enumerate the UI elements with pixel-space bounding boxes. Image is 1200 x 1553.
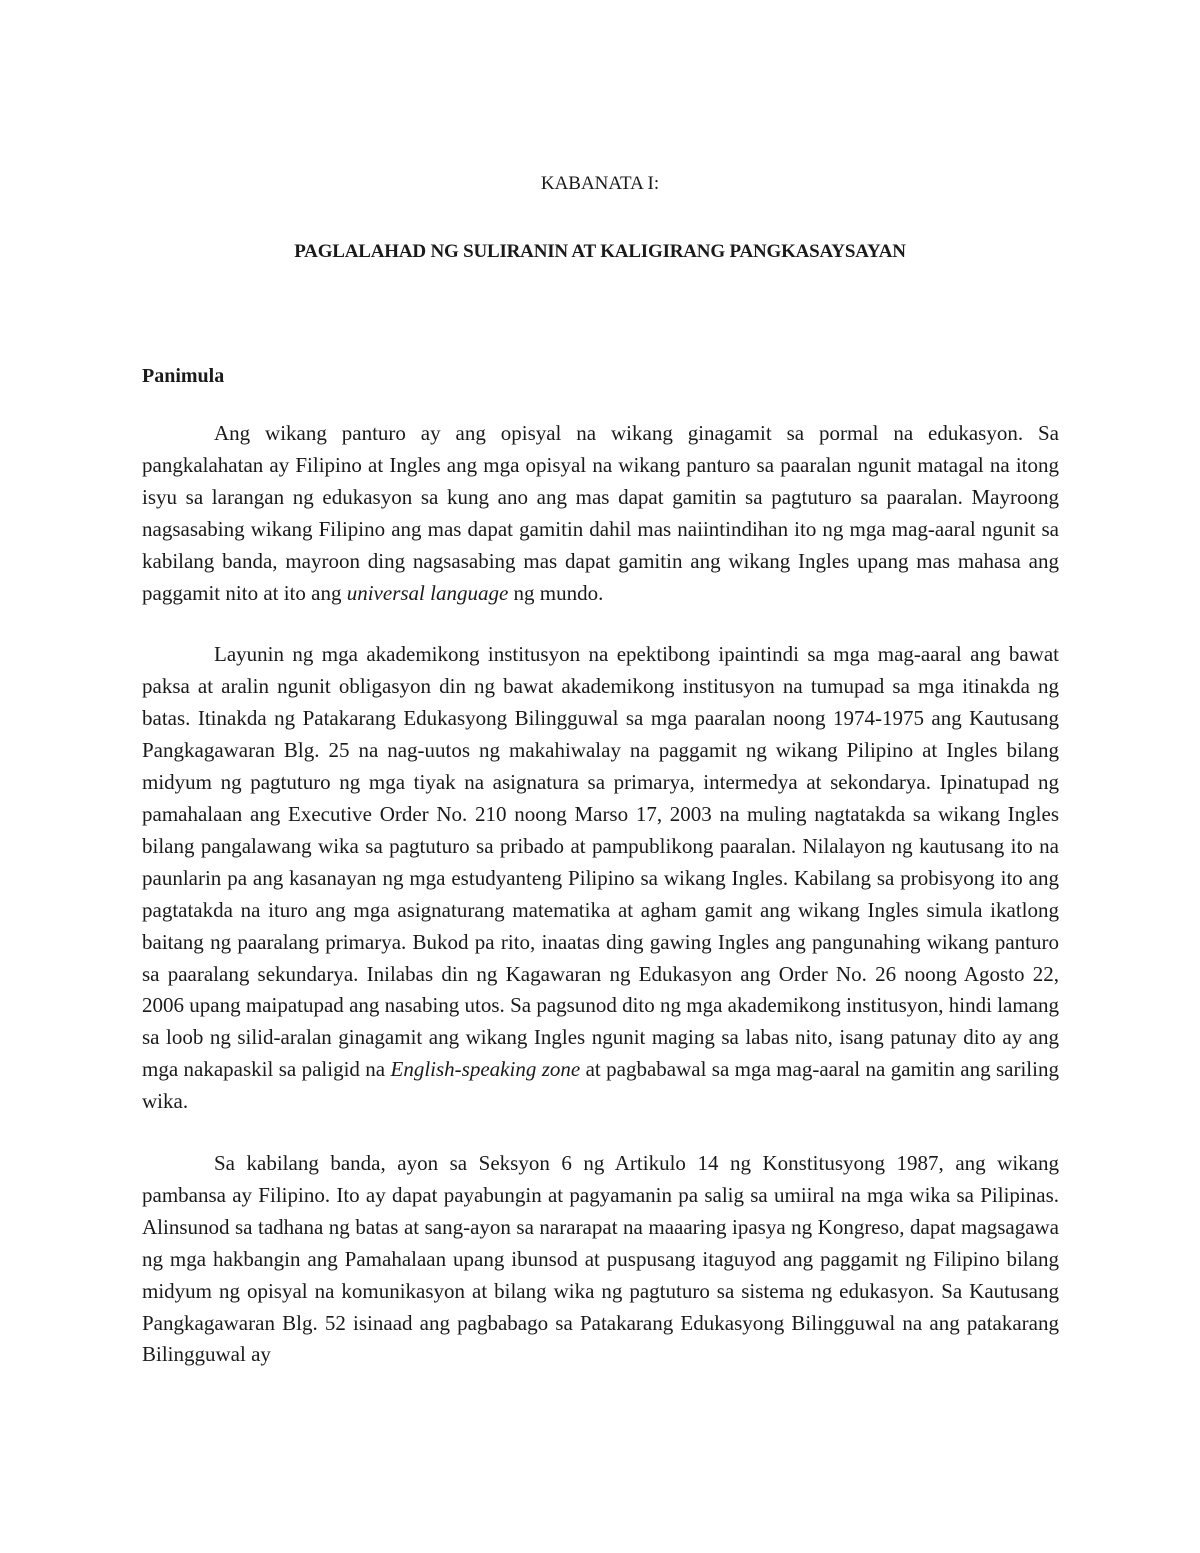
document-body [142, 418, 1059, 1371]
paragraph-text: ng mundo. [508, 580, 604, 605]
paragraph [142, 418, 1059, 609]
paragraph-emphasis: English-speaking zone [390, 1057, 581, 1082]
paragraph-text: at pagbabawal sa mga mag-aaral na gamitin ang sariling wika. [142, 1057, 1059, 1114]
chapter-title: PAGLALAHAD NG SULIRANIN AT KALIGIRANG PANGKASAYSAYAN [294, 241, 906, 262]
paragraph-text: Ang wikang panturo ay ang opisyal na wikang ginagamit sa pormal na edukasyon. Sa pangkalahatan ay Filipino at Ingles ang mga opisyal na wikang panturo sa paaralan ngunit matagal na itong isyu sa larangan ng edukasyon sa kung ano ang mas dapat gamitin sa pagtuturo sa paaralan. Mayroong nagsasabing wikang Filipino ang mas dapat gamitin dahil mas naiintindihan ito ng mga mag-aaral ngunit sa kabilang banda, mayroon ding nagsasabing mas dapat gamitin ang wikang Ingles upang mas mahasa ang paggamit nito at ito ang [142, 421, 1059, 605]
section-heading: Panimula [142, 365, 225, 387]
chapter-label: KABANATA I: [540, 173, 660, 194]
paragraph [142, 639, 1059, 1118]
paragraph-text: Sa kabilang banda, ayon sa Seksyon 6 ng Artikulo 14 ng Konstitusyong 1987, ang wikang pambansa ay Filipino. Ito ay dapat payabungin at pagyamanin pa salig sa umiiral na mga wika sa Pilipinas. Alinsunod sa tadhana ng batas at sang-ayon sa nararapat na maaaring ipasya ng Kongreso, dapat magsagawa ng mga hakbangin ang Pamahalaan upang ibunsod at puspusang itaguyod ang paggamit ng Filipino bilang midyum ng opisyal na komunikasyon at bilang wika ng pagtuturo sa sistema ng edukasyon. Sa Kautusang Pangkagawaran Blg. 52 isinaad ang pagbabago sa Patakarang Edukasyong Bilingguwal na ang patakarang Bilingguwal ay [142, 1151, 1059, 1367]
paragraph [142, 1148, 1059, 1371]
paragraph-text: Layunin ng mga akademikong institusyon na epektibong ipaintindi sa mga mag-aaral ang bawat paksa at aralin ngunit obligasyon din ng bawat akademikong institusyon na tumupad sa mga itinakda ng batas. Itinakda ng Patakarang Edukasyong Bilingguwal sa mga paaralan noong 1974-1975 ang Kautusang Pangkagawaran Blg. 25 na nag-uutos ng makahiwalay na paggamit ng wikang Pilipino at Ingles bilang midyum ng pagtuturo ng mga tiyak na asignatura sa primarya, intermedya at sekondarya. Ipinatupad ng pamahalaan ang Executive Order No. 210 noong Marso 17, 2003 na muling nagtatakda sa wikang Ingles bilang pangalawang wika sa pagtuturo sa pribado at pampublikong paaralan. Nilalayon ng kautusang ito na paunlarin pa ang kasanayan ng mga estudyanteng Pilipino sa wikang Ingles. Kabilang sa probisyong ito ang pagtatakda na ituro ang mga asignaturang matematika at agham gamit ang wikang Ingles simula ikatlong baitang ng paaralang primarya. Bukod pa rito, inaatas ding gawing Ingles ang pangunahing wikang panturo sa paaralang sekundarya. Inilabas din ng Kagawaran ng Edukasyon ang Order No. 26 noong Agosto 22, 2006 upang maipatupad ang nasabing utos. Sa pagsunod dito ng mga akademikong institusyon, hindi lamang sa loob ng silid-aralan ginagamit ang wikang Ingles ngunit maging sa labas nito, isang patunay dito ay ang mga nakapaskil sa paligid na [142, 642, 1059, 1082]
paragraph-emphasis: universal language [346, 580, 509, 605]
